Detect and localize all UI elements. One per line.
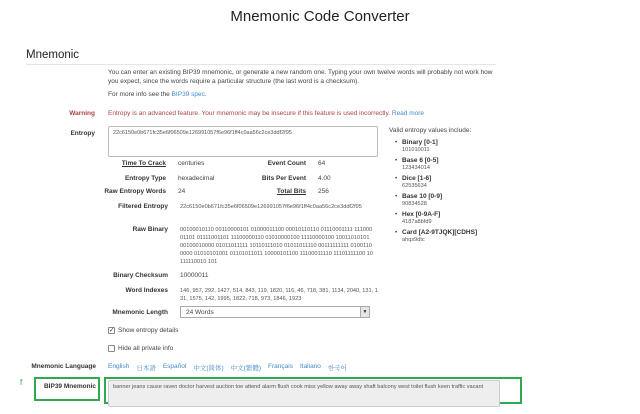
valid-entropy-name: • Binary [0-1]: [402, 139, 438, 146]
total-bits-label: Total Bits: [276, 188, 306, 195]
language-option[interactable]: 日本語: [136, 365, 156, 372]
read-more-link[interactable]: Read more: [391, 110, 425, 117]
warning-label: Warning: [69, 110, 95, 117]
word-indexes-label: Word Indexes: [125, 287, 168, 294]
entropy-type-value: hexadecimal: [178, 175, 215, 182]
language-option[interactable]: English: [108, 363, 130, 370]
hide-private-info-label: Hide all private info: [118, 345, 174, 352]
valid-entropy-example: 62535634: [402, 182, 427, 189]
language-options: [108, 363, 347, 372]
bits-per-event-value: 4.00: [318, 175, 331, 182]
event-count-label: Event Count: [267, 160, 306, 167]
show-entropy-details-checkbox[interactable]: [108, 327, 115, 334]
binary-checksum-value: 10000011: [180, 272, 209, 279]
event-count-value: 64: [318, 160, 326, 167]
intro-text: [108, 69, 498, 100]
chevron-down-icon: ▼: [360, 307, 369, 317]
warning-message: Entropy is an advanced feature. Your mnemonic may be insecure if this feature is used incorrectly.: [108, 110, 391, 117]
language-option[interactable]: Français: [268, 363, 293, 370]
section-title: Mnemonic: [26, 49, 80, 61]
raw-entropy-words-label: Raw Entropy Words: [104, 188, 166, 195]
warning-text: [108, 110, 424, 117]
entropy-label: Entropy: [70, 130, 95, 137]
section-divider: [26, 64, 496, 65]
filtered-entropy-value: 22c6150e0b671fc35e6f06509e126991057f6e96f1ff4c0aa56c2ce3ddf2f95: [180, 204, 362, 210]
valid-entropy-name: • Base 10 [0-9]: [402, 193, 443, 200]
annotation-letter: f: [20, 378, 23, 387]
word-indexes-value: 146, 957, 292, 1427, 514, 843, 119, 1820, 116, 46, 718, 381, 1134, 2040, 131, 131, 1575, 142, 1995, 1822, 718, 973, 1846, 1923: [180, 288, 378, 302]
bip39-mnemonic-output[interactable]: banner jeans cause raven doctor harvest auction toe attend alarm flush cook miss yellow away away shaft balcony west toilet flush keen traffic vacant: [108, 380, 500, 407]
entropy-input[interactable]: 22c6150e0b671fc35e6f06509e126991057f6e96f1ff4c0aa56c2ce3ddf2f95: [108, 126, 378, 157]
valid-entropy-item: [395, 157, 519, 172]
show-entropy-details-label: Show entropy details: [118, 327, 179, 334]
language-option[interactable]: Español: [162, 363, 187, 370]
valid-entropy-item: [395, 193, 519, 208]
mnemonic-language-label: Mnemonic Language: [31, 363, 96, 370]
bits-per-event-label: Bits Per Event: [261, 175, 306, 182]
valid-entropy-title: Valid entropy values include:: [389, 127, 472, 134]
valid-entropy-name: • Base 6 [0-5]: [402, 157, 439, 164]
bip39-mnemonic-label: BIP39 Mnemonic: [43, 383, 96, 390]
intro-paragraph: You can enter an existing BIP39 mnemonic, or generate a new random one. Typing your own twelve words will probably not work how you expect, since the words require a particular structure (the last word is a checksum).: [108, 69, 493, 85]
language-option[interactable]: 한국어: [327, 365, 347, 372]
valid-entropy-item: [395, 229, 519, 244]
intro-more-info: [108, 91, 498, 100]
valid-entropy-name: • Card [A2-9TJQK][CDHS]: [402, 229, 478, 236]
mnemonic-length-selected: 24 Words: [186, 309, 214, 316]
raw-binary-value: 00100010110 00110000101 01000011100 00010110110 01110001111 11100001101 01111001101 11100000110 01010000100 11110000100 10011010101 00100010000 01011011111 10110111010 01011011110 00111111111 01001100000 01010101001 01101011011 10000101100 11100011110 11101111100 10111110010 101: [180, 227, 373, 265]
language-option[interactable]: 中文(繁體): [230, 365, 262, 372]
valid-entropy-item: [395, 211, 519, 226]
entropy-type-label: Entropy Type: [124, 175, 166, 182]
valid-entropy-item: [395, 139, 519, 154]
hide-private-info-checkbox[interactable]: [108, 345, 115, 352]
valid-entropy-list: [389, 139, 519, 244]
filtered-entropy-label: Filtered Entropy: [118, 203, 168, 210]
page-title: Mnemonic Code Converter: [230, 8, 410, 25]
bip39-spec-link[interactable]: BIP39 spec: [171, 91, 205, 98]
valid-entropy-example: 123434014: [402, 164, 430, 171]
language-option[interactable]: 中文(简体): [193, 365, 224, 372]
valid-entropy-example: ahqs9dtc: [402, 236, 425, 243]
valid-entropy-item: [395, 175, 519, 190]
time-to-crack-label: Time To Crack: [121, 160, 166, 167]
intro-more-info-suffix: .: [204, 91, 207, 98]
valid-entropy-example: 101010011: [402, 146, 430, 153]
mnemonic-length-label: Mnemonic Length: [112, 309, 168, 316]
binary-checksum-label: Binary Checksum: [113, 272, 168, 279]
valid-entropy-example: 90834528: [402, 200, 427, 207]
raw-binary-label: Raw Binary: [132, 226, 168, 233]
language-option[interactable]: Italiano: [299, 363, 321, 370]
valid-entropy-name: • Dice [1-6]: [402, 175, 432, 182]
hide-private-info-row[interactable]: [108, 345, 173, 352]
show-entropy-details-row[interactable]: [108, 327, 178, 334]
time-to-crack-value: centuries: [178, 160, 205, 167]
valid-entropy-name: • Hex [0-9A-F]: [402, 211, 441, 218]
total-bits-value: 256: [318, 188, 329, 195]
valid-entropy-panel: [389, 127, 519, 247]
mnemonic-length-select[interactable]: [180, 306, 370, 318]
intro-more-info-prefix: For more info see the: [108, 91, 172, 98]
raw-entropy-words-value: 24: [178, 188, 186, 195]
valid-entropy-example: 4187a8bfd9: [402, 218, 432, 225]
